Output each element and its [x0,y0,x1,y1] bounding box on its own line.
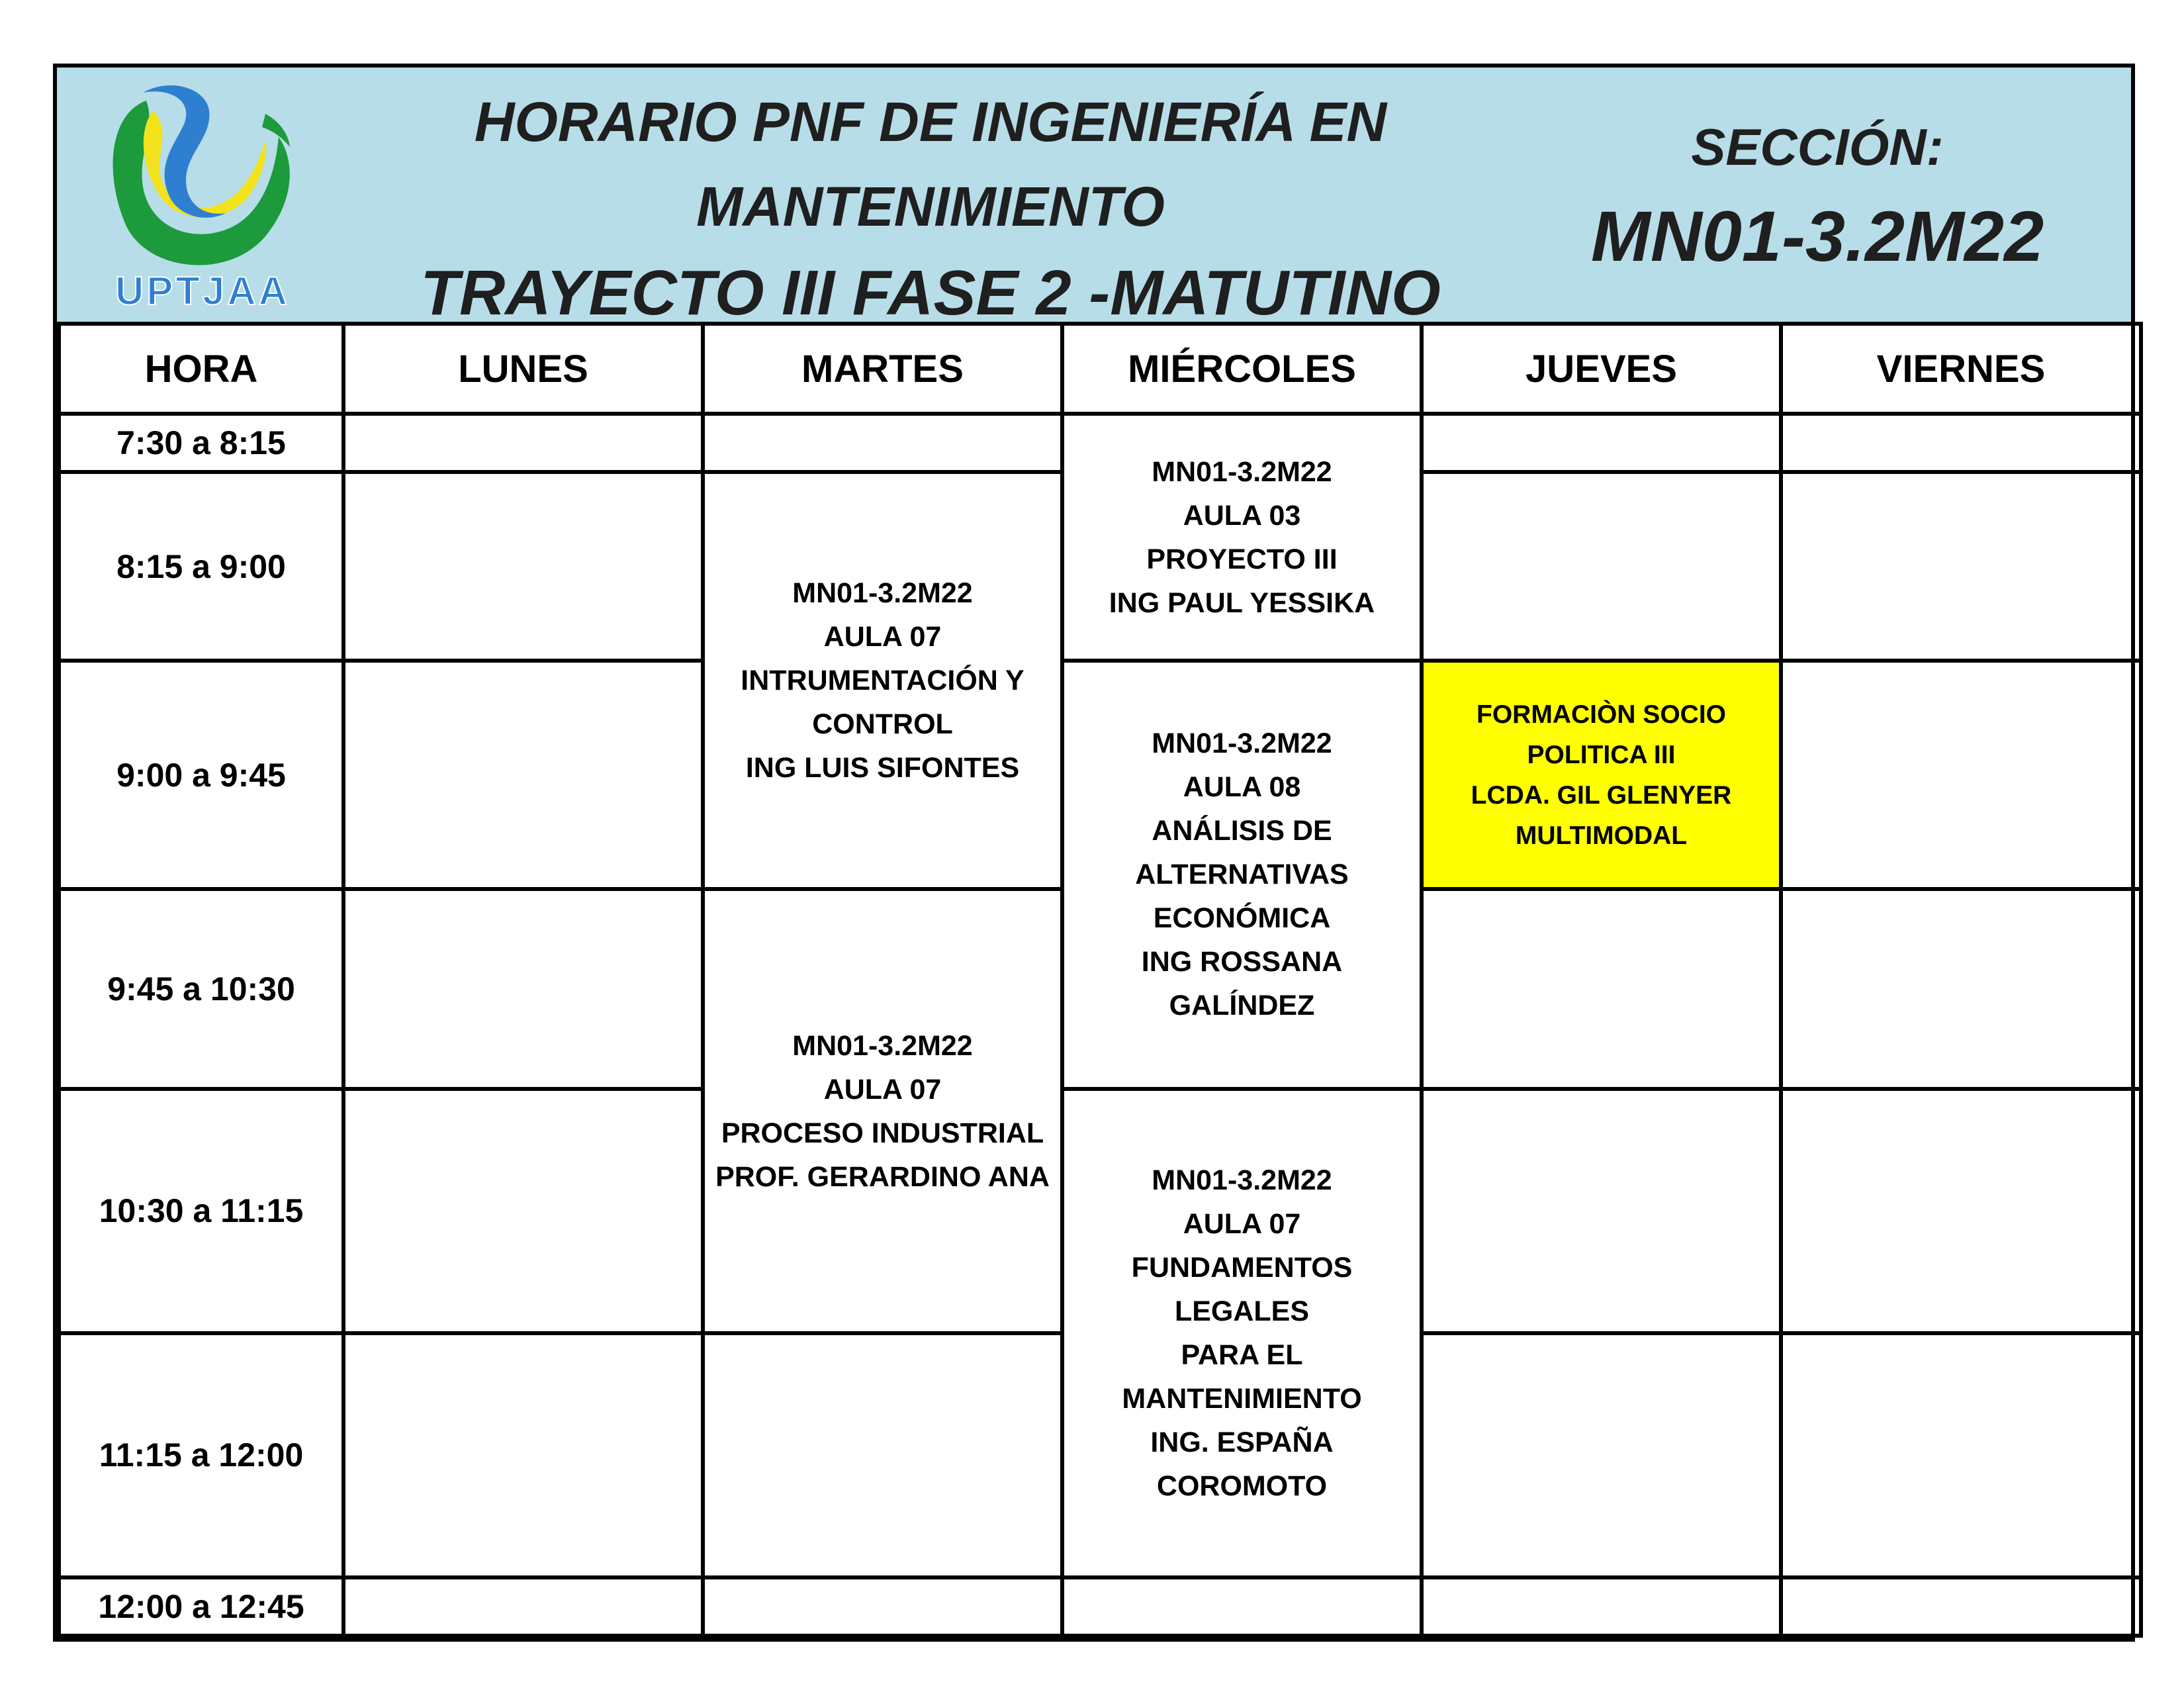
hour-cell: 8:15 a 9:00 [59,472,343,661]
class-line: MN01-3.2M22 [792,577,973,610]
class-line: PARA EL [1181,1338,1303,1371]
empty-slot [1422,889,1781,1088]
empty-slot [343,1577,703,1636]
schedule-sheet [53,64,2135,1642]
empty-slot [703,1577,1062,1636]
empty-slot [1422,414,1781,472]
title-line-3: TRAYECTO III FASE 2 -MATUTINO [420,258,1441,328]
col-header-jueves: JUEVES [1422,324,1781,414]
class-line: ING LUIS SIFONTES [745,752,1020,784]
class-line: ECONÓMICA [1153,902,1331,935]
section-label: SECCIÓN: [1691,118,1944,176]
header-row [59,324,2141,414]
class-block-analisis [1062,661,1422,1089]
class-line: AULA 07 [1183,1207,1301,1240]
class-line: PROF. GERARDINO ANA [715,1160,1050,1193]
col-header-lunes: LUNES [343,324,703,414]
empty-slot [1781,889,2141,1088]
hour-cell: 9:00 a 9:45 [59,661,343,889]
empty-slot [1781,472,2141,661]
class-line: AULA 03 [1183,499,1301,532]
col-header-viernes: VIERNES [1781,324,2141,414]
col-header-hora: HORA [59,324,343,414]
class-line: MN01-3.2M22 [1152,1164,1332,1196]
class-block-fundamentos [1062,1089,1422,1577]
class-line: ING. ESPAÑA [1150,1426,1334,1458]
class-line: ANÁLISIS DE [1152,815,1332,847]
hour-cell: 9:45 a 10:30 [59,889,343,1088]
empty-slot [1422,472,1781,661]
empty-slot [1781,414,2141,472]
class-line: MN01-3.2M22 [1152,455,1332,488]
empty-slot [1422,1089,1781,1333]
table-row [59,661,2141,889]
table-row [59,414,2141,472]
class-line: MULTIMODAL [1515,821,1688,850]
empty-slot [343,472,703,661]
logo-text: UPTJAA [114,269,291,313]
class-line: CONTROL [812,708,953,741]
class-line: FUNDAMENTOS LEGALES [1131,1251,1353,1327]
empty-slot [1422,1333,1781,1577]
section-block [1513,107,2122,286]
class-block-proceso [703,889,1062,1333]
hour-cell: 7:30 a 8:15 [59,414,343,472]
empty-slot [1781,661,2141,889]
class-line: MANTENIMIENTO [1122,1382,1362,1415]
class-line: COROMOTO [1156,1470,1328,1502]
hour-cell: 12:00 a 12:45 [59,1577,343,1636]
schedule-table [57,322,2143,1638]
class-line: POLITICA III [1527,740,1676,769]
empty-slot [343,889,703,1088]
empty-slot [1781,1577,2141,1636]
title-line-1: HORARIO PNF DE INGENIERÍA EN [474,91,1387,153]
class-block-formacion [1422,661,1781,889]
col-header-miercoles: MIÉRCOLES [1062,324,1422,414]
schedule-header [57,68,2131,326]
empty-slot [703,1333,1062,1577]
empty-slot [343,1089,703,1333]
col-header-martes: MARTES [703,324,1062,414]
empty-slot [343,661,703,889]
empty-slot [1422,1577,1781,1636]
empty-slot [343,414,703,472]
section-code: MN01-3.2M22 [1590,196,2044,276]
uptjaa-logo [97,74,308,319]
class-line: INTRUMENTACIÓN Y [741,665,1024,697]
class-line: ING PAUL YESSIKA [1109,586,1375,619]
hour-cell: 10:30 a 11:15 [59,1089,343,1333]
title-line-2: MANTENIMIENTO [696,175,1165,238]
hour-cell: 11:15 a 12:00 [59,1333,343,1577]
class-line: MN01-3.2M22 [1152,727,1332,760]
class-line: ALTERNATIVAS [1135,859,1349,891]
schedule-title [368,79,1493,338]
class-line: ING ROSSANA GALÍNDEZ [1141,946,1343,1022]
empty-slot [1062,1577,1422,1636]
class-line: AULA 07 [823,621,942,653]
class-line: PROCESO INDUSTRIAL [721,1117,1044,1149]
table-row [59,1089,2141,1333]
empty-slot [343,1333,703,1577]
class-block-instrumentacion [703,472,1062,889]
empty-slot [1781,1333,2141,1577]
empty-slot [1781,1089,2141,1333]
class-line: PROYECTO III [1146,543,1338,575]
class-line: LCDA. GIL GLENYER [1471,780,1732,810]
class-line: AULA 07 [823,1073,942,1105]
table-row [59,1577,2141,1636]
empty-slot [703,414,1062,472]
class-block-proyecto [1062,414,1422,661]
class-line: MN01-3.2M22 [792,1029,973,1062]
class-line: AULA 08 [1183,771,1301,804]
class-line: FORMACIÒN SOCIO [1477,700,1726,729]
